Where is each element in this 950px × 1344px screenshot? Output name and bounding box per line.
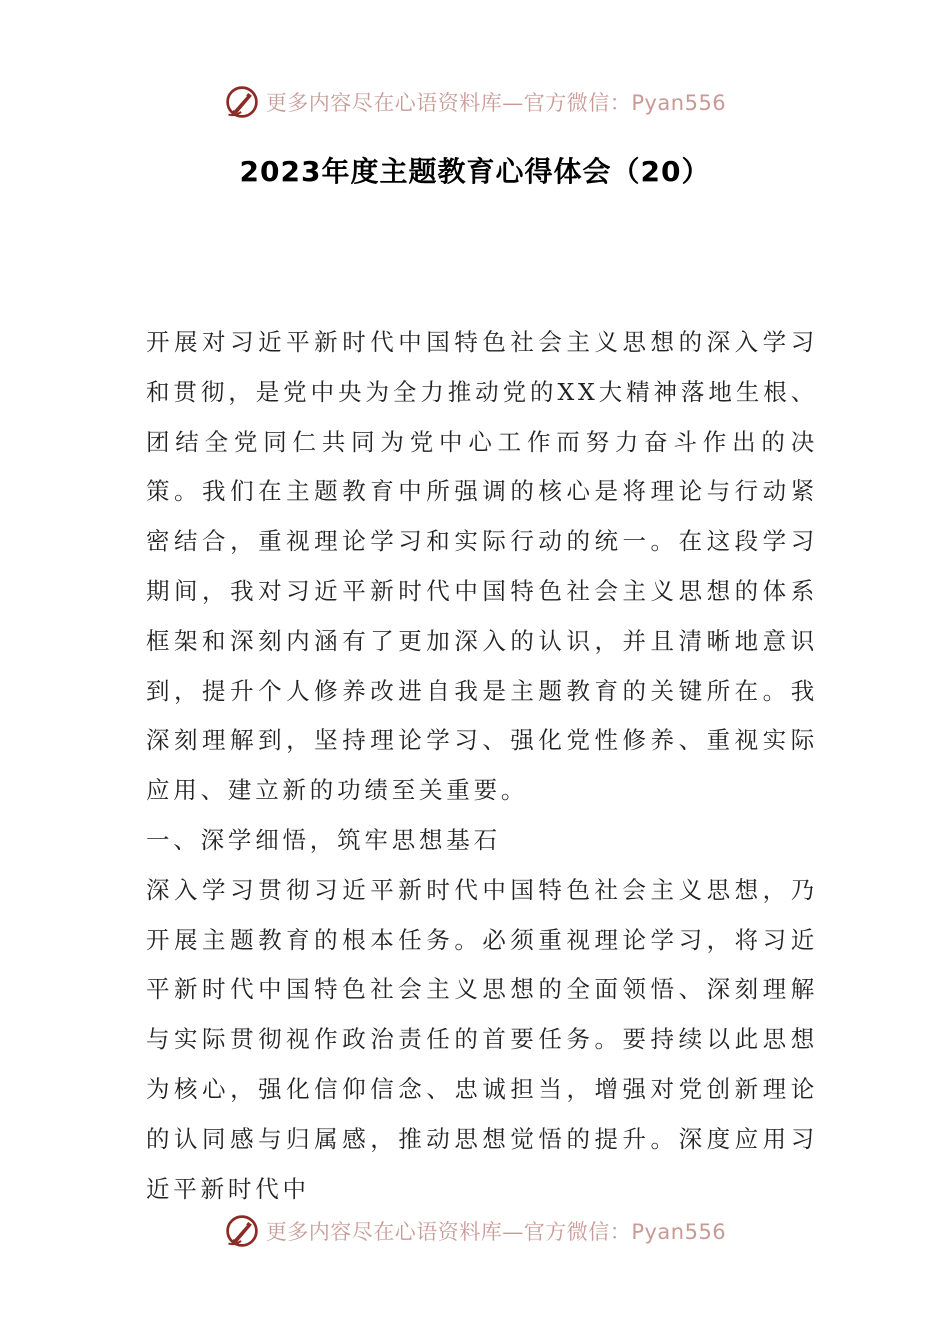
banner-wechat-id: Pyan556 — [631, 91, 727, 115]
section-heading-1: 一、深学细悟，筑牢思想基石 — [146, 825, 501, 854]
document-title: 2023年度主题教育心得体会（20） — [239, 155, 711, 188]
banner-text: 更多内容尽在心语资料库—官方微信：Pyan556 — [265, 91, 727, 115]
pen-quill-logo-icon — [224, 84, 260, 120]
banner-wechat-id: Pyan556 — [631, 1220, 727, 1244]
paragraph-intro: 开展对习近平新时代中国特色社会主义思想的深入学习和贯彻，是党中央为全力推动党的XX大精神落地生根、团结全党同仁共同为党中心工作而努力奋斗作出的决策。我们在主题教育中所强调的核心是将理论与行动紧密结合，重视理论学习和实际行动的统一。在这段学习期间，我对习近平新时代中国特色社会主义思想的体系框架和深刻内涵有了更加深入的认识，并且清晰地意识到，提升个人修养改进自我是主题教育的关键所在。我深刻理解到，坚持理论学习、强化党性修养、重视实际应用、建立新的功绩至关重要。 — [146, 328, 818, 805]
paragraph-section-1: 深入学习贯彻习近平新时代中国特色社会主义思想，乃开展主题教育的根本任务。必须重视理论学习，将习近平新时代中国特色社会主义思想的全面领悟、深刻理解与实际贯彻视作政治责任的首要任务。要持续以此思想为核心，强化信仰信念、忠诚担当，增强对党创新理论的认同感与归属感，推动思想觉悟的提升。深度应用习近平新时代中 — [146, 875, 818, 1203]
pen-quill-logo-icon — [224, 1213, 260, 1249]
banner-text: 更多内容尽在心语资料库—官方微信：Pyan556 — [265, 1220, 727, 1244]
document-body — [146, 318, 818, 1214]
footer-watermark-banner — [0, 1211, 950, 1251]
header-watermark-banner — [0, 82, 950, 122]
